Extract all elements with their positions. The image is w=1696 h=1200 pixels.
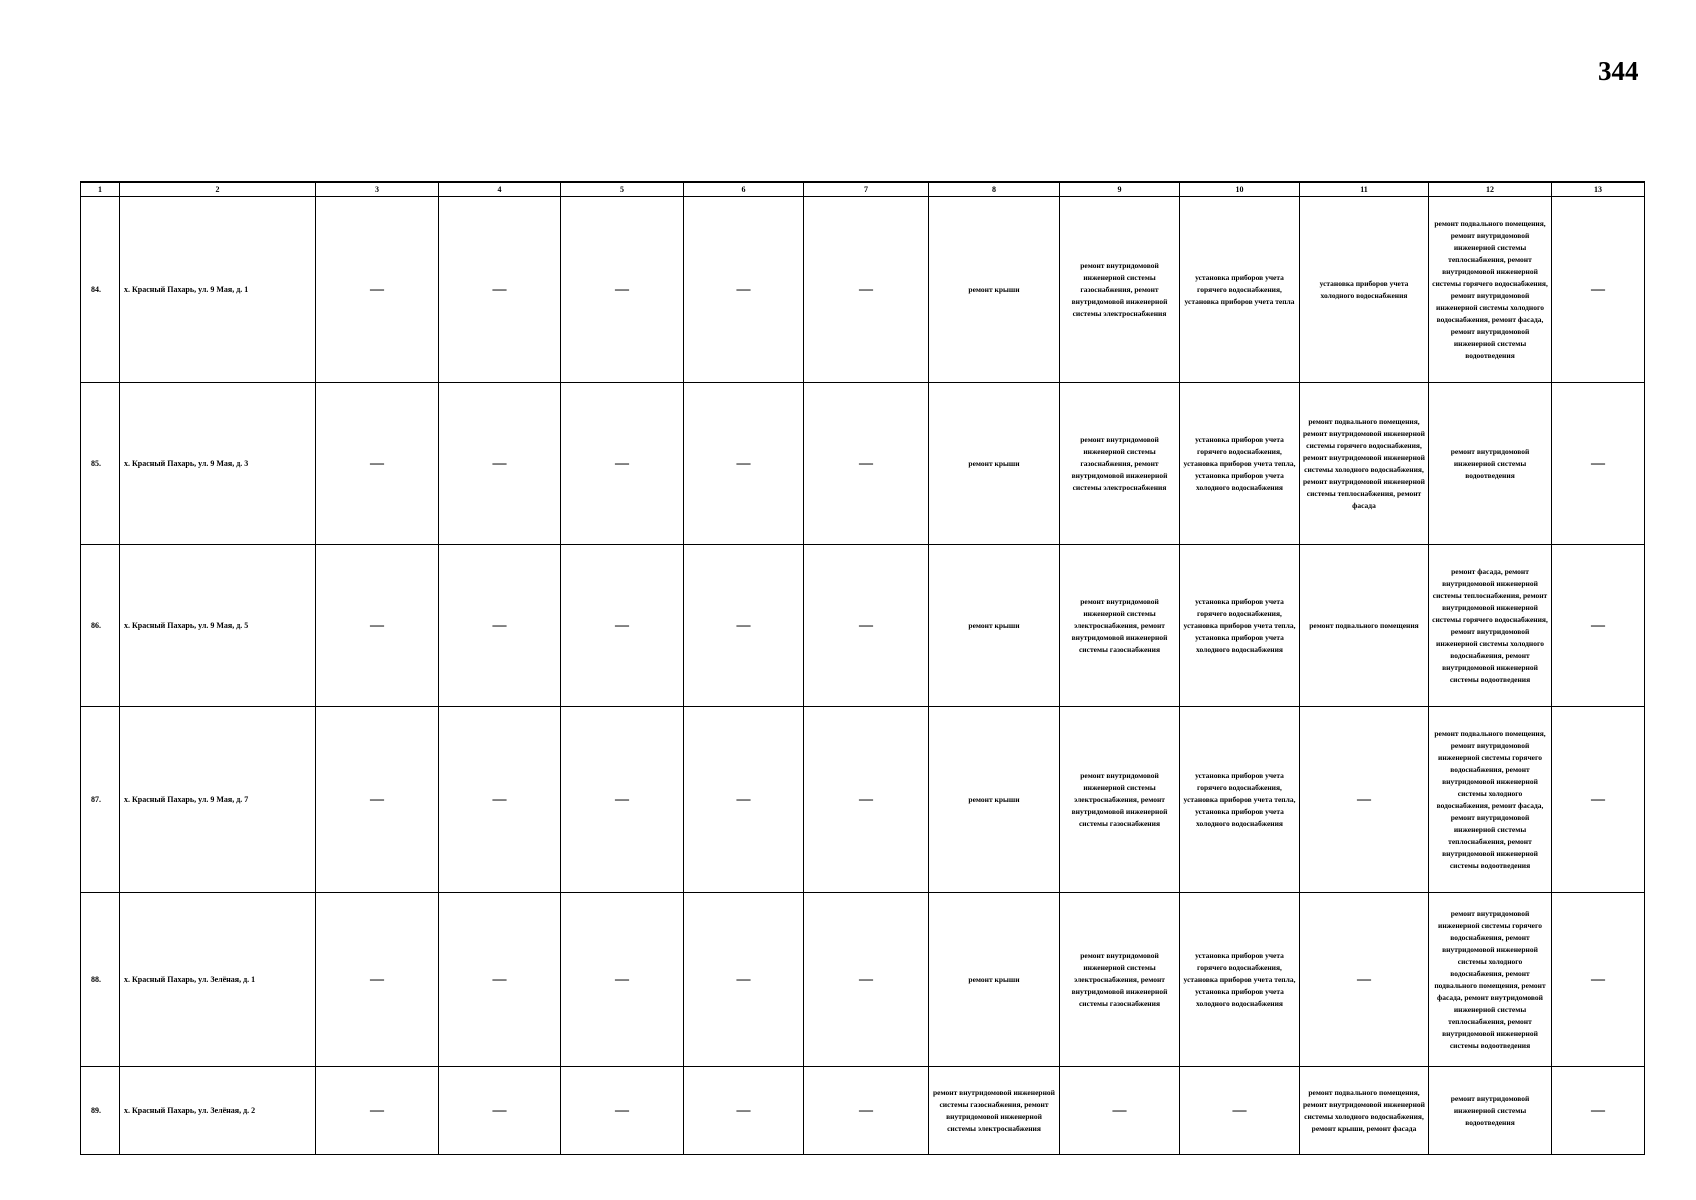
column-header: 4: [439, 182, 561, 197]
dash-cell: —: [684, 893, 804, 1067]
work-cell: установка приборов учета горячего водоснабжения, установка приборов учета тепла, установка приборов учета холодного водоснабжения: [1180, 383, 1300, 545]
work-cell: ремонт подвального помещения, ремонт внутридомовой инженерной системы горячего водоснабжения, ремонт внутридомовой инженерной системы холодного водоснабжения, ремонт внутридомовой инженерной системы теплоснабжения, ремонт фасада: [1300, 383, 1429, 545]
dash-cell: —: [439, 707, 561, 893]
dash-cell: —: [316, 1067, 439, 1155]
dash-cell: —: [1300, 893, 1429, 1067]
dash-cell: —: [316, 545, 439, 707]
dash-cell: —: [561, 383, 684, 545]
row-number: 85.: [81, 383, 120, 545]
dash-cell: —: [439, 197, 561, 383]
address-cell: х. Красный Пахарь, ул. 9 Мая, д. 1: [120, 197, 316, 383]
dash-cell: —: [561, 545, 684, 707]
dash-cell: —: [316, 893, 439, 1067]
work-cell: ремонт внутридомовой инженерной системы горячего водоснабжения, ремонт внутридомовой инженерной системы холодного водоснабжения, ремонт подвального помещения, ремонт фасада, ремонт внутридомовой инженерной системы теплоснабжения, ремонт внутридомовой инженерной системы водоотведения: [1429, 893, 1552, 1067]
dash-cell: —: [1552, 197, 1645, 383]
dash-cell: —: [561, 1067, 684, 1155]
table-row: [81, 383, 1645, 545]
work-cell: ремонт внутридомовой инженерной системы электроснабжения, ремонт внутридомовой инженерной системы газоснабжения: [1060, 707, 1180, 893]
dash-cell: —: [1552, 383, 1645, 545]
dash-cell: —: [439, 893, 561, 1067]
dash-cell: —: [804, 545, 929, 707]
dash-cell: —: [684, 383, 804, 545]
column-number-row: [81, 182, 1645, 197]
work-cell: ремонт подвального помещения, ремонт внутридомовой инженерной системы холодного водоснабжения, ремонт крыши, ремонт фасада: [1300, 1067, 1429, 1155]
dash-cell: —: [804, 1067, 929, 1155]
column-header: 2: [120, 182, 316, 197]
dash-cell: —: [804, 383, 929, 545]
column-header: 11: [1300, 182, 1429, 197]
dash-cell: —: [804, 197, 929, 383]
column-header: 1: [81, 182, 120, 197]
column-header: 6: [684, 182, 804, 197]
dash-cell: —: [684, 1067, 804, 1155]
work-cell: ремонт внутридомовой инженерной системы газоснабжения, ремонт внутридомовой инженерной системы электроснабжения: [1060, 383, 1180, 545]
address-cell: х. Красный Пахарь, ул. Зелёная, д. 2: [120, 1067, 316, 1155]
work-cell: ремонт внутридомовой инженерной системы водоотведения: [1429, 383, 1552, 545]
dash-cell: —: [1180, 1067, 1300, 1155]
work-cell: ремонт подвального помещения, ремонт внутридомовой инженерной системы горячего водоснабжения, ремонт внутридомовой инженерной системы холодного водоснабжения, ремонт фасада, ремонт внутридомовой инженерной системы теплоснабжения, ремонт внутридомовой инженерной системы водоотведения: [1429, 707, 1552, 893]
work-cell: ремонт крыши: [929, 545, 1060, 707]
repair-schedule-table: [80, 181, 1645, 1155]
row-number: 86.: [81, 545, 120, 707]
work-cell: ремонт фасада, ремонт внутридомовой инженерной системы теплоснабжения, ремонт внутридомовой инженерной системы горячего водоснабжения, ремонт внутридомовой инженерной системы холодного водоснабжения, ремонт внутридомовой инженерной системы водоотведения: [1429, 545, 1552, 707]
dash-cell: —: [1060, 1067, 1180, 1155]
address-cell: х. Красный Пахарь, ул. 9 Мая, д. 7: [120, 707, 316, 893]
work-cell: установка приборов учета холодного водоснабжения: [1300, 197, 1429, 383]
dash-cell: —: [1552, 1067, 1645, 1155]
address-cell: х. Красный Пахарь, ул. 9 Мая, д. 5: [120, 545, 316, 707]
column-header: 5: [561, 182, 684, 197]
column-header: 8: [929, 182, 1060, 197]
dash-cell: —: [561, 707, 684, 893]
column-header: 9: [1060, 182, 1180, 197]
column-header: 3: [316, 182, 439, 197]
dash-cell: —: [1300, 707, 1429, 893]
work-cell: ремонт внутридомовой инженерной системы газоснабжения, ремонт внутридомовой инженерной системы электроснабжения: [929, 1067, 1060, 1155]
work-cell: ремонт крыши: [929, 893, 1060, 1067]
table-row: [81, 1067, 1645, 1155]
table-row: [81, 545, 1645, 707]
dash-cell: —: [439, 545, 561, 707]
column-header: 12: [1429, 182, 1552, 197]
dash-cell: —: [316, 383, 439, 545]
dash-cell: —: [684, 545, 804, 707]
dash-cell: —: [561, 893, 684, 1067]
column-header: 13: [1552, 182, 1645, 197]
dash-cell: —: [1552, 545, 1645, 707]
dash-cell: —: [439, 1067, 561, 1155]
row-number: 89.: [81, 1067, 120, 1155]
work-cell: установка приборов учета горячего водоснабжения, установка приборов учета тепла, установка приборов учета холодного водоснабжения: [1180, 893, 1300, 1067]
work-cell: ремонт крыши: [929, 383, 1060, 545]
work-cell: ремонт внутридомовой инженерной системы электроснабжения, ремонт внутридомовой инженерной системы газоснабжения: [1060, 545, 1180, 707]
dash-cell: —: [561, 197, 684, 383]
row-number: 87.: [81, 707, 120, 893]
work-cell: ремонт крыши: [929, 707, 1060, 893]
row-number: 84.: [81, 197, 120, 383]
work-cell: ремонт внутридомовой инженерной системы электроснабжения, ремонт внутридомовой инженерной системы газоснабжения: [1060, 893, 1180, 1067]
work-cell: ремонт крыши: [929, 197, 1060, 383]
work-cell: установка приборов учета горячего водоснабжения, установка приборов учета тепла: [1180, 197, 1300, 383]
row-number: 88.: [81, 893, 120, 1067]
dash-cell: —: [804, 707, 929, 893]
table-row: [81, 707, 1645, 893]
address-cell: х. Красный Пахарь, ул. Зелёная, д. 1: [120, 893, 316, 1067]
work-cell: ремонт подвального помещения, ремонт внутридомовой инженерной системы теплоснабжения, ремонт внутридомовой инженерной системы горячего водоснабжения, ремонт внутридомовой инженерной системы холодного водоснабжения, ремонт фасада, ремонт внутридомовой инженерной системы водоотведения: [1429, 197, 1552, 383]
work-cell: установка приборов учета горячего водоснабжения, установка приборов учета тепла, установка приборов учета холодного водоснабжения: [1180, 545, 1300, 707]
dash-cell: —: [316, 197, 439, 383]
page-number: 344: [1598, 56, 1639, 86]
dash-cell: —: [1552, 893, 1645, 1067]
dash-cell: —: [439, 383, 561, 545]
address-cell: х. Красный Пахарь, ул. 9 Мая, д. 3: [120, 383, 316, 545]
work-cell: ремонт внутридомовой инженерной системы водоотведения: [1429, 1067, 1552, 1155]
column-header: 7: [804, 182, 929, 197]
dash-cell: —: [1552, 707, 1645, 893]
table-row: [81, 197, 1645, 383]
table-row: [81, 893, 1645, 1067]
dash-cell: —: [684, 197, 804, 383]
column-header: 10: [1180, 182, 1300, 197]
work-cell: ремонт подвального помещения: [1300, 545, 1429, 707]
dash-cell: —: [684, 707, 804, 893]
dash-cell: —: [316, 707, 439, 893]
dash-cell: —: [804, 893, 929, 1067]
work-cell: ремонт внутридомовой инженерной системы газоснабжения, ремонт внутридомовой инженерной системы электроснабжения: [1060, 197, 1180, 383]
work-cell: установка приборов учета горячего водоснабжения, установка приборов учета тепла, установка приборов учета холодного водоснабжения: [1180, 707, 1300, 893]
